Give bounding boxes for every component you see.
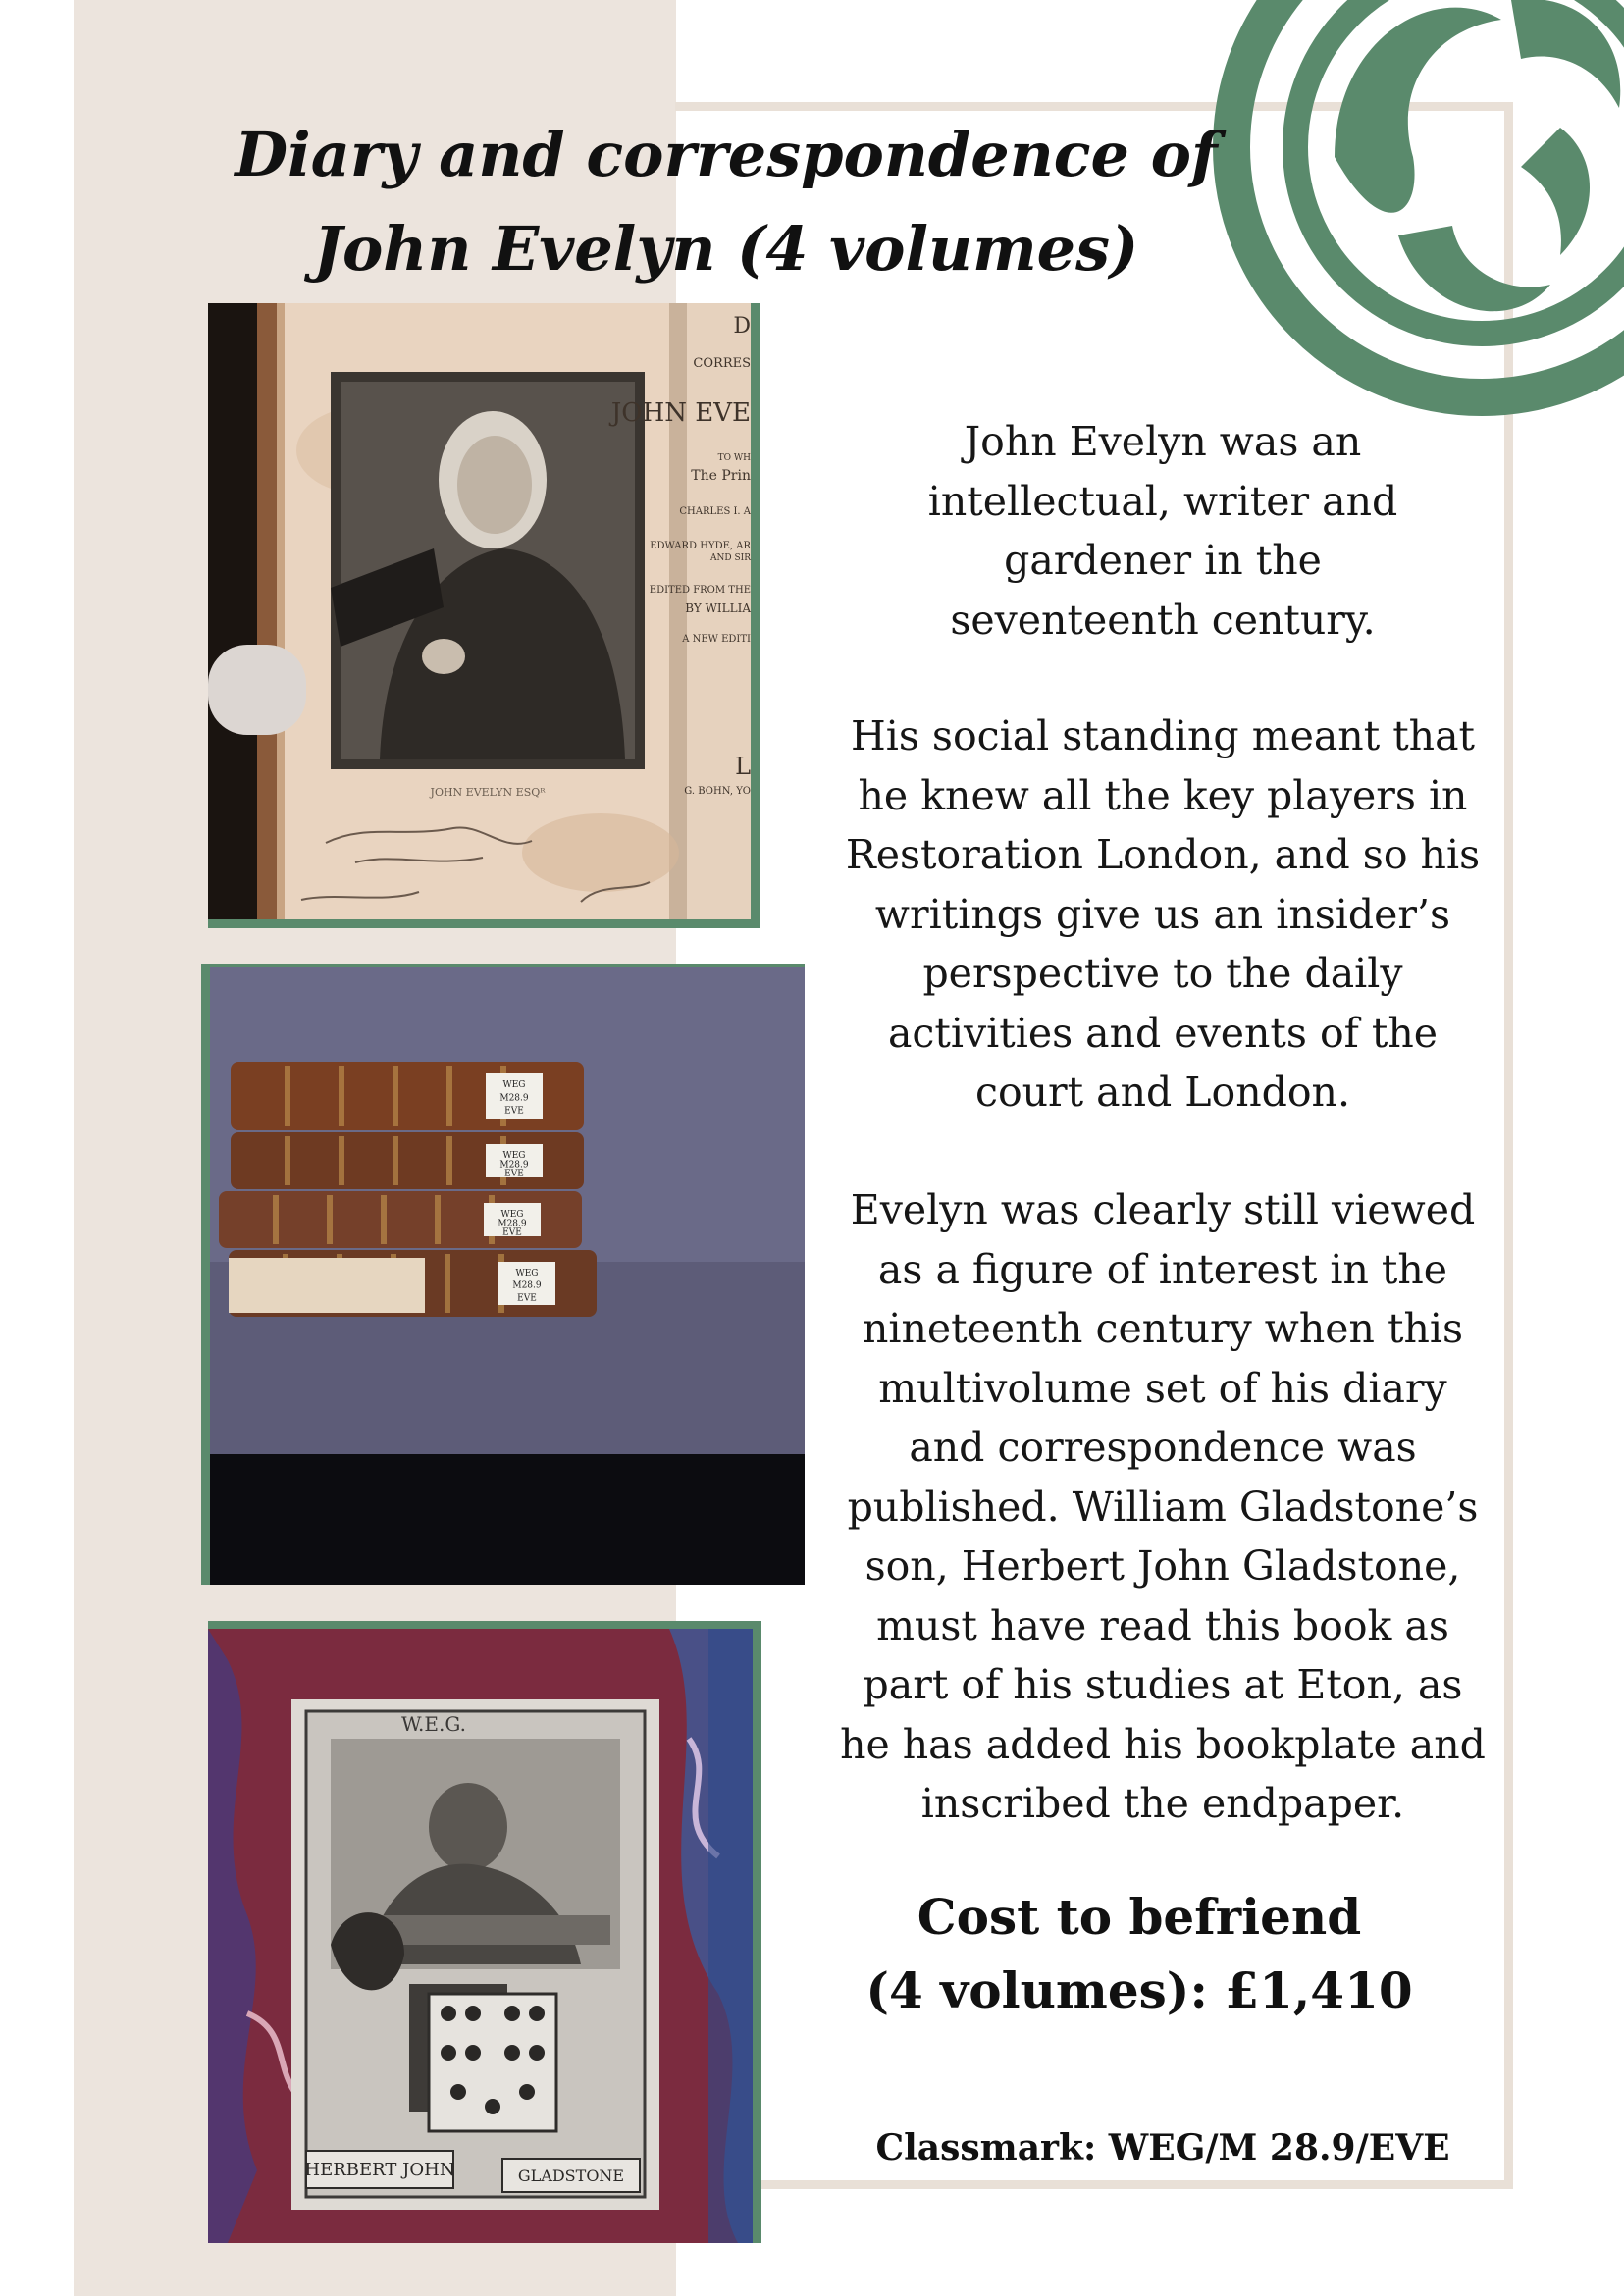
paragraph-line: Restoration London, and so his [845, 831, 1481, 878]
paragraph-line: His social standing meant that [850, 712, 1476, 759]
portrait-photo [208, 303, 760, 928]
title-page-text: CORRES [693, 356, 751, 371]
paragraph-line: intellectual, writer and [927, 477, 1398, 525]
paragraph-line: must have read this book as [876, 1601, 1449, 1649]
paragraph-line: multivolume set of his diary [878, 1364, 1447, 1412]
paragraph-line: nineteenth century when this [862, 1305, 1464, 1352]
spine-label-text: WEG [515, 1269, 539, 1278]
paragraph-line: inscribed the endpaper. [920, 1780, 1405, 1827]
book-spine [219, 1191, 582, 1248]
paragraph-line: court and London. [975, 1069, 1350, 1116]
paragraph-line: Evelyn was clearly still viewed [850, 1186, 1476, 1233]
paragraph-line: published. William Gladstone’s [847, 1483, 1479, 1531]
paragraph-line: writings give us an insider’s [874, 890, 1451, 938]
volumes-photo [201, 964, 805, 1585]
gladstone-paragraph [830, 1180, 1495, 1834]
triskele-logo [1187, 0, 1624, 471]
spine-label-text: M28.9 [498, 1219, 527, 1229]
paragraph-line: and correspondence was [909, 1424, 1417, 1471]
paragraph-line: activities and events of the [887, 1009, 1438, 1057]
title-page-text: CHARLES I. A [679, 506, 751, 517]
cost-to-befriend [830, 1880, 1448, 2027]
title-line-2: John Evelyn (4 volumes) [313, 213, 1139, 285]
title-page-text: JOHN EVE [610, 398, 751, 428]
spine-label-text: EVE [502, 1227, 522, 1238]
book-spine [231, 1132, 584, 1189]
portrait-caption: JOHN EVELYN ESQᴿ [430, 786, 546, 799]
title-line-1: Diary and correspondence of [235, 119, 1218, 190]
bookplate-name-right: GLADSTONE [517, 2166, 625, 2185]
book-spine [231, 1062, 584, 1130]
title-page-text: A NEW EDITI [682, 634, 751, 645]
title-page-text: EDITED FROM THE [649, 585, 751, 596]
cost-line-1: Cost to befriend [917, 1888, 1362, 1946]
bookplate-top-text: W.E.G. [401, 1712, 466, 1736]
spine-label-text: M28.9 [499, 1093, 529, 1104]
paragraph-line: part of his studies at Eton, as [863, 1661, 1463, 1708]
spine-label-text: EVE [504, 1106, 524, 1117]
intro-paragraph [830, 412, 1495, 650]
spine-label-text: EVE [517, 1293, 537, 1304]
social-paragraph [830, 706, 1495, 1122]
spine-label-text: WEG [502, 1080, 526, 1090]
paragraph-line: he has added his bookplate and [840, 1720, 1486, 1768]
title-page-text: D [733, 314, 751, 339]
classmark: Classmark: WEG/M 28.9/EVE [875, 2127, 1450, 2168]
title-page-text: AND SIR [710, 553, 751, 563]
title-page-text: G. BOHN, YO [684, 786, 751, 797]
paragraph-line: John Evelyn was an [964, 418, 1362, 465]
paragraph-line: gardener in the [1004, 537, 1322, 584]
title-page-text: TO WH [717, 453, 751, 463]
bookplate-name-left: HERBERT JOHN [304, 2160, 455, 2180]
spine-label-text: M28.9 [499, 1160, 529, 1171]
book-spine [229, 1250, 597, 1317]
spine-label-text: M28.9 [512, 1280, 542, 1291]
spine-label-text: EVE [504, 1169, 524, 1179]
paragraph-line: as a figure of interest in the [877, 1245, 1448, 1293]
title-page-text: EDWARD HYDE, AR [650, 541, 751, 551]
title-page-text: BY WILLIA [685, 601, 751, 615]
page-title [206, 108, 1246, 296]
paragraph-line: perspective to the daily [922, 950, 1403, 997]
paragraph-line: son, Herbert John Gladstone, [864, 1542, 1461, 1590]
title-page-text: The Prin [691, 468, 751, 484]
paragraph-line: he knew all the key players in [858, 771, 1468, 819]
bookplate-photo [208, 1621, 761, 2243]
spine-label-text: WEG [500, 1210, 524, 1220]
title-page-text: L [735, 753, 751, 780]
spine-label-text: WEG [502, 1151, 526, 1161]
paragraph-line: seventeenth century. [950, 596, 1376, 644]
cost-line-2: (4 volumes): £1,410 [865, 1961, 1413, 2019]
